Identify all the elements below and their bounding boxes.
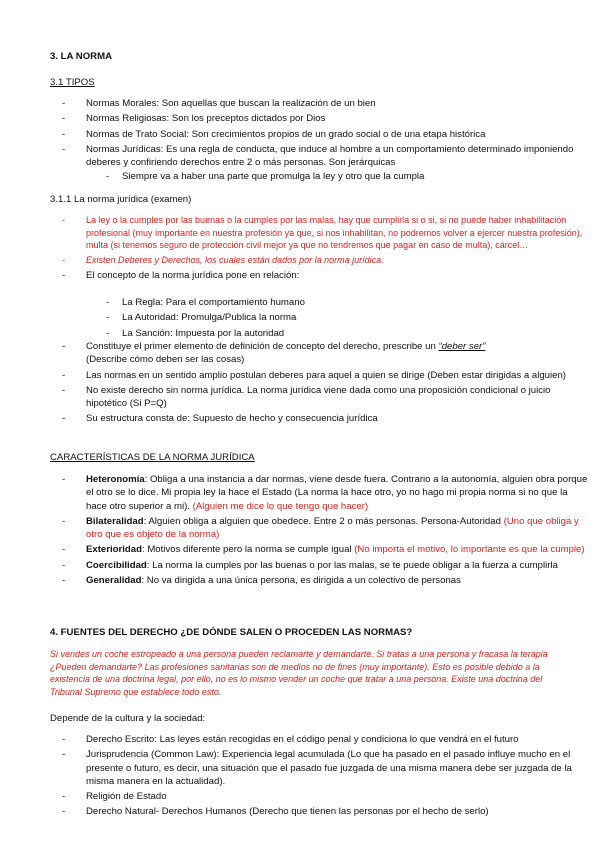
- list-item: - La Autoridad: Promulga/Publica la norma: [122, 311, 599, 324]
- list-item: - La Regla: Para el comportamiento humano: [122, 296, 599, 309]
- caracteristicas-list: [50, 473, 591, 589]
- depende-text: Depende de la cultura y la sociedad:: [50, 713, 206, 724]
- term-text: : Alguien obliga a alguien que obedece. Entre 2 o más personas. Persona-Autoridad: [143, 515, 504, 527]
- term-heteronomia: Heteronomía: [86, 474, 145, 485]
- deber-ser-term: “deber ser”: [438, 341, 486, 352]
- section-heading-la-norma: 3. LA NORMA: [50, 51, 113, 62]
- term-text: : No va dirigida a una única persona, es dirigida a un colectivo de personas: [141, 575, 461, 587]
- list-item: - La Sanción: Impuesta por la autoridad: [122, 327, 599, 340]
- list-item: - Siempre va a haber una parte que promulga la ley y otro que la cumpla: [122, 170, 599, 183]
- red-note: (Uno que obliga y otro que es objeto de la norma): [86, 515, 579, 541]
- list-item: - No existe derecho sin norma jurídica. La norma jurídica viene dada como una proposición condicional o juicio hipotético (Si P=Q): [86, 384, 591, 411]
- list-item-red: - La ley o la cumples por las buenas o la cumples por las malas, hay que cumplirla si o si, si no puede haber inhabilitación profesional (muy importante en nuestra profesión ya que, si nos inhabilitan, no podremos volver a ejercer nuestra profesión), multa (si tenemos seguro de protección civil mejor ya que no tendremos que pagar en caso de multa), cárcel…: [86, 214, 591, 252]
- term-generalidad: Generalidad: [86, 575, 142, 587]
- term-coercibilidad: Coercibilidad: [86, 559, 147, 571]
- term-exterioridad: Exterioridad: [86, 544, 142, 556]
- list-item: [86, 340, 591, 367]
- concepto-sublist: [50, 296, 599, 342]
- list-item: - Jurisprudencia (Common Law): Experiencia legal acumulada (Lo que ha pasado en el pasado influye mucho en el presente o futuro, es decir, una situación que el pasado fue juzgada de una misma manera debe ser juzgada de la misma manera en la actualidad).: [86, 748, 591, 788]
- list-item: - Normas Religiosas: Son los preceptos dictados por Dios: [86, 112, 591, 125]
- subsection-heading-caracteristicas: CARACTERÍSTICAS DE LA NORMA JURÍDICA: [50, 452, 255, 463]
- red-note: (No importa el motivo, lo importante es que la cumple): [354, 544, 585, 556]
- list-item: - Derecho Natural- Derechos Humanos (Derecho que tienen las personas por el hecho de serlo): [86, 805, 591, 818]
- list-item-red: - Existen Deberes y Derechos, los cuales están dados por la norma jurídica.: [86, 254, 591, 267]
- list-item: [86, 473, 591, 513]
- subsection-heading-norma-juridica: 3.1.1 La norma jurídica (examen): [50, 194, 192, 205]
- list-item: - Las normas en un sentido amplio postulan deberes para aquel a quien se dirige (Deben estar dirigidas a alguien): [86, 369, 591, 382]
- list-item: - Normas de Trato Social: Son crecimientos propios de un grado social o de una etapa histórica: [86, 128, 591, 141]
- section-heading-fuentes: 4. FUENTES DEL DERECHO ¿DE DÓNDE SALEN O PROCEDEN LAS NORMAS?: [50, 627, 413, 638]
- term-text: : Obliga a una instancia a dar normas, viene desde fuera. Contrario a la autonomía, alguien obra porque el otro se lo dice. Mi propia ley la hace el Estado (La norma la hace otro, yo no hago mi propia norma si no que la hace otro superior a mi).: [86, 474, 588, 512]
- norma-juridica-list: [50, 214, 591, 284]
- list-item: - Religión de Estado: [86, 790, 591, 803]
- list-item: [86, 515, 591, 542]
- red-note: (Alguien me dice lo que tengo que hacer): [192, 500, 369, 512]
- list-item: - Derecho Escrito: Las leyes están recogidas en el código penal y condiciona lo que vendrá en el futuro: [86, 733, 591, 746]
- fuentes-list: [50, 733, 591, 821]
- list-item: - Normas Jurídicas: Es una regla de conducta, que induce al hombre a un comportamiento determinado imponiendo deberes y confiriendo derechos entre 2 o más personas. Son jerárquicas: [86, 143, 591, 170]
- list-item: - El concepto de la norma jurídica pone en relación:: [86, 269, 591, 282]
- norma-juridica-list-cont: [50, 340, 591, 428]
- list-item: [86, 559, 591, 572]
- term-text: : La norma la cumples por las buenas o por las malas, se te puede obligar a la fuerza a cumplirla: [146, 559, 558, 571]
- list-item: [86, 574, 591, 587]
- list-item: [86, 543, 591, 556]
- term-bilateralidad: Bilateralidad: [86, 515, 144, 527]
- list-item: - Su estructura consta de: Supuesto de hecho y consecuencia jurídica: [86, 412, 591, 425]
- red-paragraph: Si vendes un coche estropeado a una persona pueden reclamarte y demandarte. Si tratas a una persona y fracasa la terapia ¿Pueden demandarte? Las profesiones sanitarias son de medios no de fines (muy importante). Esto es posible debido a la existencia de una doctrina legal, por ello, no es lo mismo vender un coche que tratar a una persona. Existe una doctrina del Tribunal Supremo que establece todo esto.: [50, 649, 548, 697]
- term-text: : Motivos diferente pero la norma se cumple igual: [141, 544, 355, 556]
- deber-note: (Describe cómo deben ser las cosas): [86, 354, 245, 366]
- subsection-heading-tipos: 3.1 TIPOS: [50, 77, 95, 88]
- deber-text: Constituye el primer elemento de definición de concepto del derecho, prescribe un: [86, 341, 439, 352]
- list-item: - Normas Morales: Son aquellas que buscan la realización de un bien: [86, 97, 591, 110]
- tipos-sublist: [50, 170, 599, 185]
- tipos-list: [50, 97, 591, 171]
